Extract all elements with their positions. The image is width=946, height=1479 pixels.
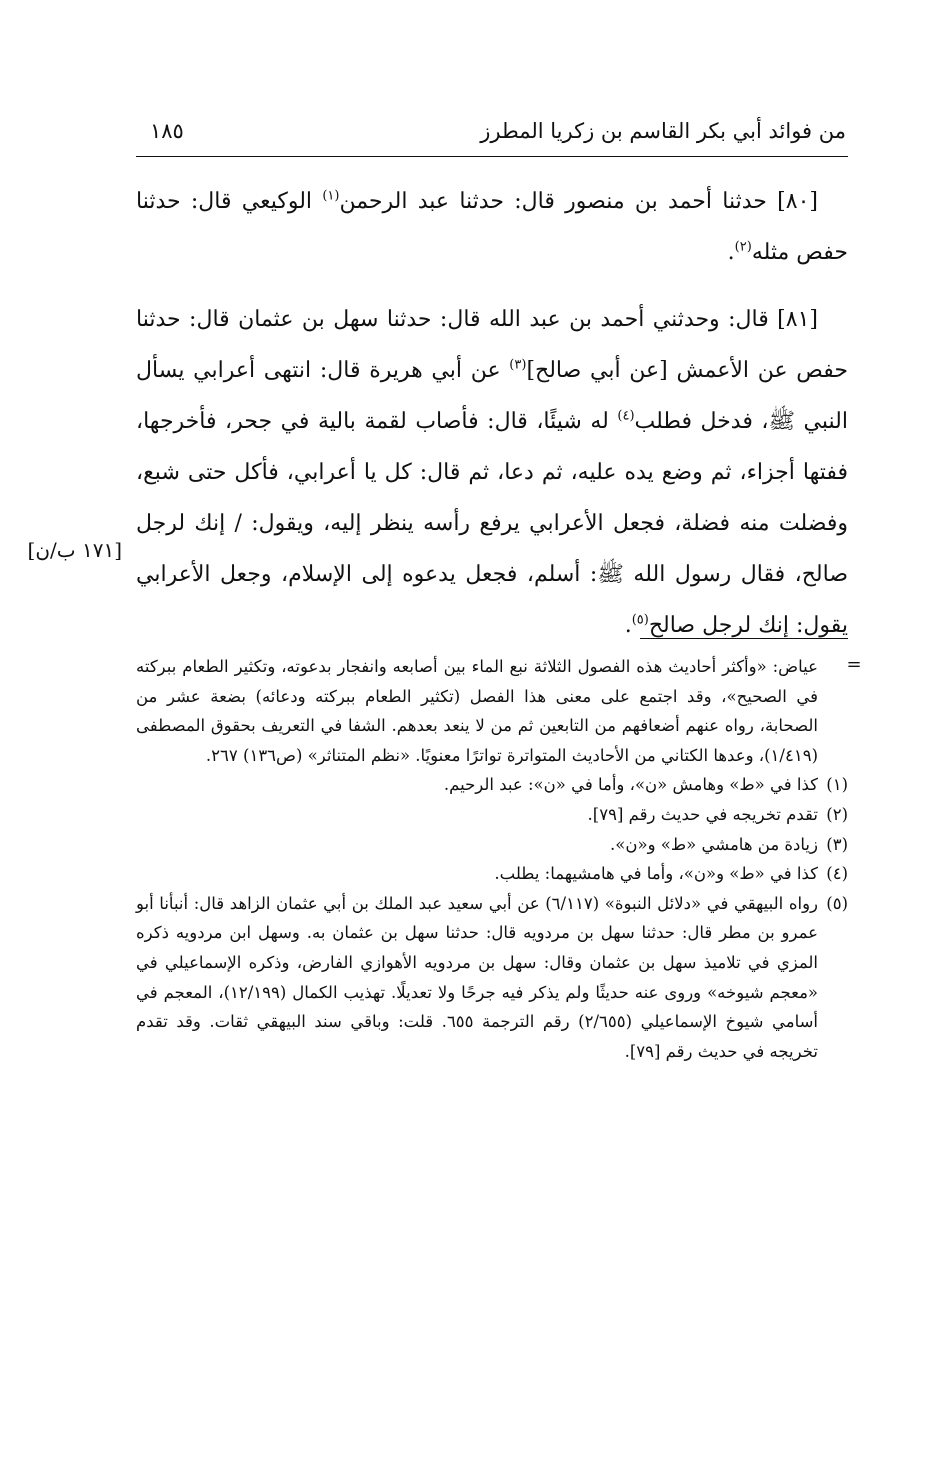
footnote-text: زيادة من هامشي «ط» و«ن». xyxy=(610,834,818,854)
footnote-text: رواه البيهقي في «دلائل النبوة» (٦/١١٧) عن أبي سعيد عبد الملك بن أبي عثمان الزاهد قال: أنبأنا أبو عمرو بن مطر قال: حدثنا سهل بن مردويه قال: حدثنا سهل بن عثمان به. وسهل ابن مردويه ذكره المزي في تلاميذ سهل بن عثمان وقال: سهل بن مردويه الأهوازي الفارض، وذكره الإسماعيلي في «معجم شيوخه» وروى عنه حديثًا ولم يذكر فيه جرحًا ولا تعديلًا. تهذيب الكمال (١٢/١٩٩)، المعجم في أسامي شيوخ الإسماعيلي (٢/٦٥٥) رقم الترجمة ٦٥٥. قلت: وباقي سند البيهقي ثقات. وقد تقدم تخريجه في حديث رقم [٧٩]. xyxy=(136,893,819,1061)
footnote-ref: (٣) xyxy=(509,357,527,373)
running-header-title: من فوائد أبي بكر القاسم بن زكريا المطرز xyxy=(480,119,846,143)
footnote-ref: (٤) xyxy=(617,408,635,424)
footnote-item xyxy=(136,770,848,800)
paragraph-text: [٨٠] حدثنا أحمد بن منصور قال: حدثنا عبد الرحمن xyxy=(339,189,819,214)
footnotes xyxy=(136,652,848,1066)
footnote-ref: (٥) xyxy=(631,612,649,628)
paragraph-text: [٨١] قال: وحدثني أحمد بن عبد الله قال: حدثنا سهل بن عثمان قال: حدثنا حفص عن الأعمش [عن أبي صالح] xyxy=(136,307,848,383)
page-number: ١٨٥ xyxy=(150,119,184,143)
paragraph-text: . xyxy=(624,613,632,638)
footnote-text: كذا في «ط» وهامش «ن»، وأما في «ن»: عبد الرحيم. xyxy=(443,775,818,795)
footnote-ref: (١) xyxy=(322,188,340,204)
paragraph-text: له شيئًا، قال: فأصاب لقمة بالية في جحر، فأخرجها، ففتها أجزاء، ثم وضع يده عليه، ثم دعا، ثم قال: كل يا أعرابي، فأكل حتى شبع، وفضلت منه فضلة، فجعل الأعرابي يرفع رأسه ينظر إليه، ويقول: / إنك لرجل صالح، فقال رسول الله ﷺ: أسلم، فجعل يدعوه إلى الإسلام، وجعل الأعرابي يقول: إنك لرجل صالح xyxy=(136,409,848,638)
hadith-paragraph-81 xyxy=(136,294,848,651)
footnote-number: (٥) xyxy=(826,893,848,913)
footnote-number: (٤) xyxy=(826,864,848,884)
manuscript-folio-marker: [١٧١ ب/ن] xyxy=(27,538,122,562)
paragraph-text: . xyxy=(727,240,735,265)
hadith-paragraph-80 xyxy=(136,176,848,278)
footnote-text: تقدم تخريجه في حديث رقم [٧٩]. xyxy=(587,804,818,824)
footnote-item xyxy=(136,889,848,1067)
footnote-number: (١) xyxy=(826,775,848,795)
main-text xyxy=(136,176,848,651)
footnote-item xyxy=(136,830,848,860)
footnote-rule xyxy=(640,638,848,639)
footnote-item xyxy=(136,800,848,830)
footnote-continuation: عياض: «وأكثر أحاديث هذه الفصول الثلاثة نبع الماء بين أصابعه وانفجار بدعوته، وتكثير الطعام ببركته في الصحيح»، وقد اجتمع على معنى هذا الفصل (تكثير الطعام ببركته ودعائه) بضعة عشر من الصحابة، رواه عنهم أضعافهم من التابعين ثم من لا ينعد بعدهم. الشفا في التعريف بحقوق المصطفى (١/٤١٩)، وعدها الكتاني من الأحاديث المتواترة تواترًا معنويًا. «نظم المتناثر» (ص١٣٦) ٢٦٧. xyxy=(136,657,818,765)
paragraph-text: عن أبي هريرة قال: انتهى أعرابي يسأل النبي ﷺ، فدخل فطلب xyxy=(136,358,848,434)
paragraph-text: الوكيعي قال: حدثنا حفص مثله xyxy=(136,189,848,265)
footnote-text: كذا في «ط» و«ن»، وأما في هامشيهما: يطلب. xyxy=(494,864,818,884)
footnote-continuation-mark: = xyxy=(846,654,862,675)
header-rule xyxy=(136,156,848,157)
footnote-number: (٣) xyxy=(826,834,848,854)
footnote-item xyxy=(136,859,848,889)
footnote-number: (٢) xyxy=(826,804,848,824)
footnote-ref: (٢) xyxy=(734,239,752,255)
